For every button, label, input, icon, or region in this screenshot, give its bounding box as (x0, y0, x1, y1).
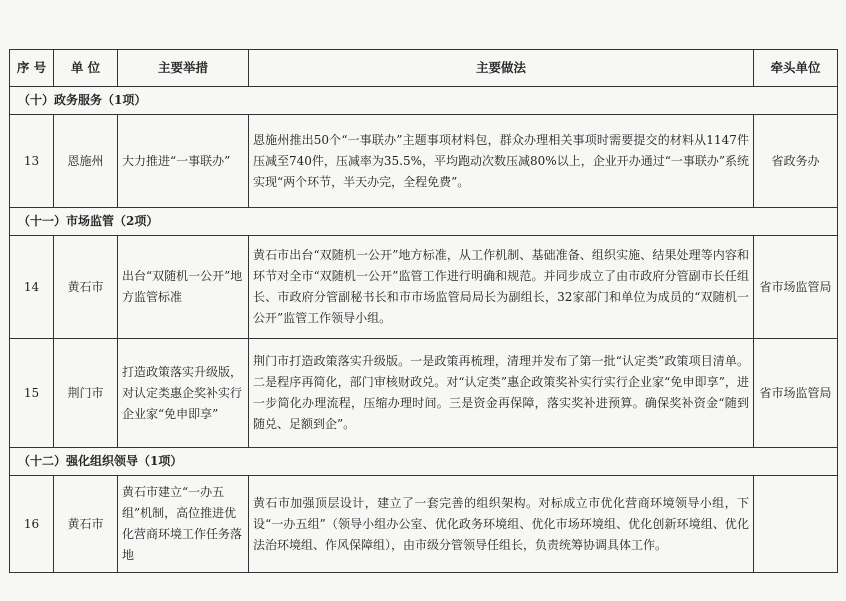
section-title: （十）政务服务（1项） (10, 87, 838, 115)
row-number: 15 (10, 339, 54, 448)
header-num: 序 号 (10, 50, 54, 87)
row-lead-unit (754, 476, 838, 573)
table-row (10, 115, 838, 208)
header-unit: 单 位 (54, 50, 118, 87)
table-row (10, 236, 838, 339)
row-measure: 出台“双随机一公开”地方监管标准 (118, 236, 249, 339)
header-approach: 主要做法 (249, 50, 754, 87)
row-unit: 荆门市 (54, 339, 118, 448)
section-row (10, 87, 838, 115)
row-measure: 黄石市建立“一办五组”机制，高位推进优化营商环境工作任务落地 (118, 476, 249, 573)
row-lead-unit: 省市场监管局 (754, 236, 838, 339)
row-number: 16 (10, 476, 54, 573)
row-measure: 大力推进“一事联办” (118, 115, 249, 208)
row-lead-unit: 省市场监管局 (754, 339, 838, 448)
row-approach: 恩施州推出50个“一事联办”主题事项材料包，群众办理相关事项时需要提交的材料从1147件压减至740件，压减率为35.5%，平均跑动次数压减80%以上，企业开办通过“一事联办”系统实现“两个环节，半天办完，全程免费”。 (249, 115, 754, 208)
row-number: 14 (10, 236, 54, 339)
row-approach: 黄石市加强顶层设计，建立了一套完善的组织架构。对标成立市优化营商环境领导小组，下设“一办五组”（领导小组办公室、优化政务环境组、优化市场环境组、优化创新环境组、优化法治环境组、作风保障组），由市级分管领导任组长，负责统筹协调具体工作。 (249, 476, 754, 573)
row-lead-unit: 省政务办 (754, 115, 838, 208)
header-measure: 主要举措 (118, 50, 249, 87)
row-approach: 黄石市出台“双随机一公开”地方标准，从工作机制、基础准备、组织实施、结果处理等内容和环节对全市“双随机一公开”监管工作进行明确和规范。并同步成立了由市政府分管副市长任组长、市政府分管副秘书长和市市场监管局局长为副组长，32家部门和单位为成员的“双随机一公开”监管工作领导小组。 (249, 236, 754, 339)
measures-table (9, 49, 838, 573)
row-measure: 打造政策落实升级版，对认定类惠企奖补实行企业家“免申即享” (118, 339, 249, 448)
section-title: （十一）市场监管（2项） (10, 208, 838, 236)
section-title: （十二）强化组织领导（1项） (10, 448, 838, 476)
table-row (10, 476, 838, 573)
table-row (10, 339, 838, 448)
header-lead: 牵头单位 (754, 50, 838, 87)
row-number: 13 (10, 115, 54, 208)
row-approach: 荆门市打造政策落实升级版。一是政策再梳理，清理并发布了第一批“认定类”政策项目清单。二是程序再简化，部门审核财政兑。对“认定类”惠企政策奖补实行实行企业家“免申即享”，进一步简化办理流程，压缩办理时间。三是资金再保障，落实奖补进预算。确保奖补资金“随到随兑、足额到企”。 (249, 339, 754, 448)
section-row (10, 448, 838, 476)
row-unit: 黄石市 (54, 476, 118, 573)
row-unit: 恩施州 (54, 115, 118, 208)
row-unit: 黄石市 (54, 236, 118, 339)
header-row (10, 50, 838, 87)
section-row (10, 208, 838, 236)
